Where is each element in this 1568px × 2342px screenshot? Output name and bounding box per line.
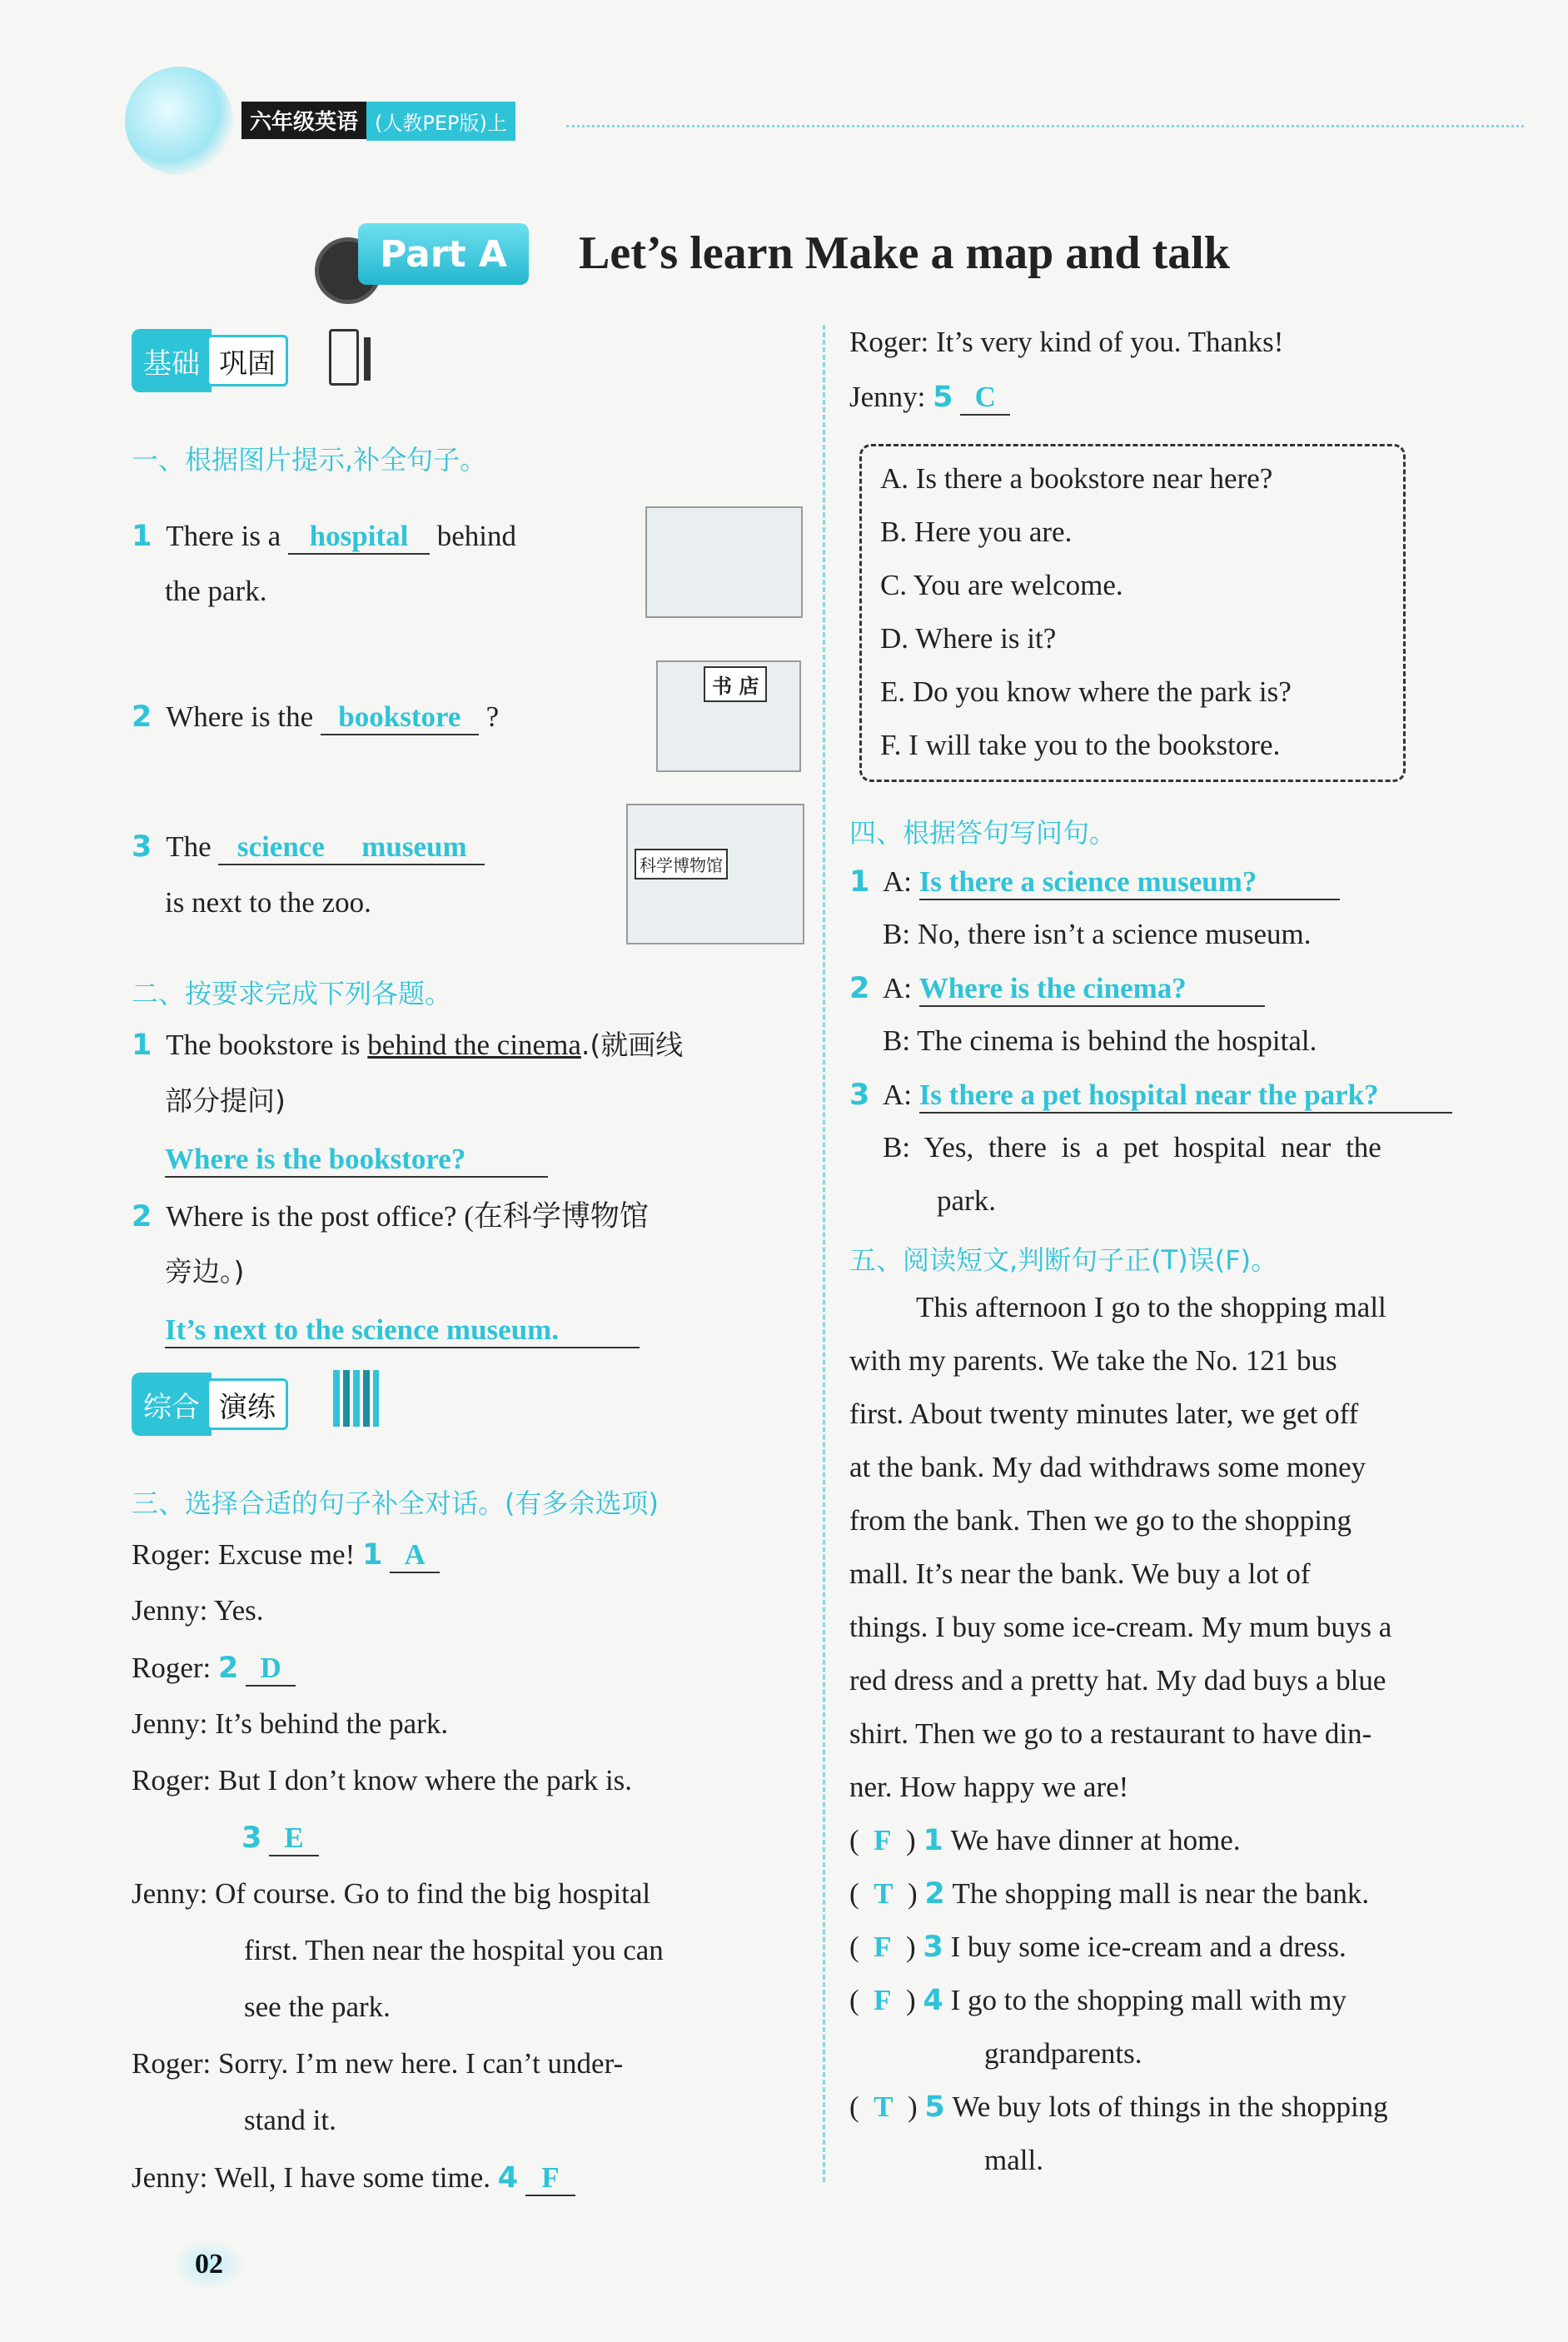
s2-q2-line1: Where is the post office? (在科学博物馆 xyxy=(166,1200,649,1233)
tf-num: 4 xyxy=(923,1984,943,2017)
section4-heading: 四、根据答句写问句。 xyxy=(849,817,1117,849)
s1-q1-post: behind xyxy=(436,520,516,552)
dialog-num: 2 xyxy=(218,1652,239,1685)
s4-a: A: xyxy=(882,1079,912,1111)
s2-q1-num: 1 xyxy=(132,1029,152,1062)
speaker: Roger: xyxy=(132,1652,212,1684)
speaker: Jenny: xyxy=(132,2161,208,2194)
s4-num: 2 xyxy=(849,972,870,1005)
dialog-text: It’s very kind of you. Thanks! xyxy=(936,326,1284,358)
tf-item-2: ( T ) 2 The shopping mall is near the bank. xyxy=(849,1877,1370,1911)
tf-item-4-cont: grandparents. xyxy=(984,2037,1142,2070)
section2-heading: 二、按要求完成下列各题。 xyxy=(132,978,452,1009)
option-e: E. Do you know where the park is? xyxy=(880,675,1292,708)
s1-q2-pre: Where is the xyxy=(166,700,314,733)
s1-q3-pre: The xyxy=(166,830,212,863)
passage-line-5: from the bank. Then we go to the shopping xyxy=(849,1504,1351,1537)
s2-q1 xyxy=(132,1030,683,1060)
s4-a: A: xyxy=(882,972,912,1004)
tf-answer-5[interactable]: T xyxy=(874,2090,894,2123)
books-icon xyxy=(333,1370,379,1427)
s4-num: 3 xyxy=(849,1079,870,1112)
dialog-right-2 xyxy=(849,381,1010,416)
option-f: F. I will take you to the bookstore. xyxy=(880,729,1281,761)
s2-q2-line2: 旁边。) xyxy=(165,1255,245,1288)
dialog-num: 1 xyxy=(362,1538,383,1572)
s1-q3-blank2[interactable] xyxy=(343,831,485,865)
museum-sign: 科学博物馆 xyxy=(635,849,728,879)
page-number: 02 xyxy=(175,2240,243,2289)
book-edition: (人教PEP版)上 xyxy=(366,102,515,141)
speaker: Roger: xyxy=(132,2047,212,2080)
s1-q2-post: ? xyxy=(485,700,500,733)
dialog-answer-3: E xyxy=(284,1821,304,1854)
clipboard-icon xyxy=(329,329,359,386)
tf-num: 3 xyxy=(923,1931,943,1964)
tf-text: We buy lots of things in the shopping xyxy=(952,2090,1388,2123)
s1-q1-answer: hospital xyxy=(309,520,409,552)
dialog-answer-5: C xyxy=(974,381,996,413)
s4-q3-answer[interactable]: Is there a pet hospital near the park? xyxy=(919,1079,1452,1114)
bookstore-sign: 书 店 xyxy=(704,666,767,702)
dialog-blank-3[interactable] xyxy=(269,1822,319,1856)
option-d: D. Where is it? xyxy=(880,622,1057,655)
badge-basic-tag: 基础 xyxy=(132,329,212,392)
section3-heading: 三、选择合适的句子补全对话。(有多余选项) xyxy=(132,1487,659,1519)
passage-line-10: ner. How happy we are! xyxy=(849,1771,1129,1803)
s4-q3-b2: park. xyxy=(937,1184,996,1217)
dialog-line-12 xyxy=(132,2162,575,2196)
tf-text: I go to the shopping mall with my xyxy=(950,1984,1346,2016)
dialog-line-9: see the park. xyxy=(244,1991,391,2023)
tf-num: 2 xyxy=(924,1877,945,1911)
dialog-text: But I don’t know where the park is. xyxy=(218,1764,633,1796)
tf-num: 5 xyxy=(924,2090,945,2124)
tf-item-3: ( F ) 3 I buy some ice-cream and a dress. xyxy=(849,1931,1346,1964)
dialog-line-10 xyxy=(132,2049,623,2078)
s1-q3-answer1: science xyxy=(236,830,325,863)
s1-q1-blank[interactable] xyxy=(288,521,430,555)
badge-comp-tag: 综合 xyxy=(132,1373,212,1436)
s4-q1-b: B: No, there isn’t a science museum. xyxy=(883,918,1312,950)
s4-q2-b: B: The cinema is behind the hospital. xyxy=(883,1024,1317,1057)
dialog-line-11: stand it. xyxy=(244,2104,336,2136)
s4-q1-answer[interactable]: Is there a science museum? xyxy=(919,866,1340,900)
s4-num: 1 xyxy=(849,865,870,899)
passage-line-3: first. About twenty minutes later, we get off xyxy=(849,1398,1359,1430)
passage-line-8: red dress and a pretty hat. My dad buys a blue xyxy=(849,1664,1386,1697)
speaker: Jenny: xyxy=(132,1877,208,1910)
s4-q3-b: B: Yes, there is a pet hospital near the xyxy=(883,1131,1381,1164)
dialog-blank-1[interactable] xyxy=(390,1539,440,1573)
dialog-line-7 xyxy=(132,1879,650,1908)
dialog-right-1 xyxy=(849,327,1283,356)
tf-num: 1 xyxy=(923,1824,943,1857)
badge-comp-label: 演练 xyxy=(207,1378,288,1430)
header-divider xyxy=(566,125,1524,127)
speaker: Roger: xyxy=(849,326,929,358)
tf-item-5-cont: mall. xyxy=(984,2144,1043,2176)
dialog-text: Sorry. I’m new here. I can’t under- xyxy=(218,2047,624,2080)
passage-line-1: This afternoon I go to the shopping mall xyxy=(916,1291,1386,1323)
page-title: Let’s learn Make a map and talk xyxy=(579,227,1230,279)
dialog-answer-2: D xyxy=(260,1652,281,1684)
s1-q1-line2: the park. xyxy=(165,575,267,607)
s2-q2-answer-line[interactable] xyxy=(165,1314,640,1348)
s2-q2 xyxy=(132,1202,649,1232)
s4-q2-answer[interactable]: Where is the cinema? xyxy=(919,973,1265,1007)
s2-q2-answer: It’s next to the science museum. xyxy=(165,1314,640,1348)
dialog-text: Well, I have some time. xyxy=(214,2161,491,2194)
section1-heading: 一、根据图片提示,补全句子。 xyxy=(132,444,487,476)
dialog-line-2 xyxy=(132,1596,264,1625)
s2-q1-post: .(就画线 xyxy=(580,1029,684,1061)
s1-q3-line2: is next to the zoo. xyxy=(165,886,371,919)
s1-q1-num: 1 xyxy=(132,520,152,553)
s2-q1-line2: 部分提问) xyxy=(165,1084,286,1117)
dialog-num: 4 xyxy=(497,2161,519,2195)
s1-q2-num: 2 xyxy=(132,700,152,734)
speaker: Jenny: xyxy=(849,381,926,413)
s2-q1-answer: Where is the bookstore? xyxy=(165,1144,548,1178)
passage-line-2: with my parents. We take the No. 121 bus xyxy=(849,1344,1337,1377)
hospital-image xyxy=(645,506,803,618)
tf-item-5: ( T ) 5 We buy lots of things in the shopping xyxy=(849,2090,1388,2124)
dialog-text: Yes. xyxy=(213,1594,264,1627)
bookstore-image xyxy=(656,660,801,772)
dialog-text: It’s behind the park. xyxy=(215,1707,449,1740)
passage-line-9: shirt. Then we go to a restaurant to have din- xyxy=(849,1717,1372,1750)
speaker: Roger: xyxy=(132,1538,212,1571)
part-label: Part A xyxy=(358,223,529,285)
s1-q2 xyxy=(132,701,499,735)
passage-line-4: at the bank. My dad withdraws some money xyxy=(849,1451,1366,1483)
badge-basic xyxy=(132,329,288,392)
s1-q2-blank[interactable] xyxy=(321,701,479,735)
s1-q3-num: 3 xyxy=(132,830,152,864)
s4-q3 xyxy=(849,1079,1452,1114)
dialog-num: 5 xyxy=(933,381,953,414)
option-b: B. Here you are. xyxy=(880,516,1073,548)
tf-answer-2[interactable]: T xyxy=(874,1877,894,1910)
dialog-text: Excuse me! xyxy=(218,1538,356,1571)
dialog-line-4 xyxy=(132,1709,448,1738)
tf-answer-3[interactable]: F xyxy=(874,1931,892,1963)
s1-q3-blank1[interactable] xyxy=(218,831,343,865)
museum-image xyxy=(626,804,804,944)
header-logo xyxy=(125,67,233,175)
section5-heading: 五、阅读短文,判断句子正(T)误(F)。 xyxy=(849,1244,1278,1276)
column-divider xyxy=(823,325,825,2182)
dialog-answer-4: F xyxy=(541,2161,560,2194)
dialog-line-6 xyxy=(241,1822,319,1856)
badge-comprehensive xyxy=(132,1373,288,1436)
speaker: Jenny: xyxy=(132,1707,208,1740)
s4-q1 xyxy=(849,866,1340,900)
passage-line-7: things. I buy some ice-cream. My mum buys a xyxy=(849,1611,1392,1643)
passage-line-6: mall. It’s near the bank. We buy a lot of xyxy=(849,1557,1311,1590)
tf-text: I buy some ice-cream and a dress. xyxy=(950,1931,1346,1963)
tf-answer-4[interactable]: F xyxy=(874,1984,892,2016)
dialog-line-8: first. Then near the hospital you can xyxy=(244,1934,664,1966)
speaker: Jenny: xyxy=(132,1594,208,1627)
s1-q1 xyxy=(132,521,516,555)
dialog-answer-1: A xyxy=(404,1538,426,1571)
tf-text: We have dinner at home. xyxy=(950,1824,1241,1856)
dialog-num: 3 xyxy=(241,1821,262,1855)
s1-q1-pre: There is a xyxy=(166,520,281,552)
s4-q2 xyxy=(849,973,1265,1007)
s1-q2-answer: bookstore xyxy=(338,700,461,733)
tf-text: The shopping mall is near the bank. xyxy=(952,1877,1370,1910)
speaker: Roger: xyxy=(132,1764,212,1796)
book-title: 六年级英语 xyxy=(241,102,366,139)
tf-answer-1[interactable]: F xyxy=(874,1824,892,1856)
s4-a: A: xyxy=(882,865,912,898)
dialog-line-3 xyxy=(132,1652,296,1687)
s2-q1-underlined: behind the cinema xyxy=(367,1029,581,1061)
dialog-line-1 xyxy=(132,1539,440,1573)
badge-basic-label: 巩固 xyxy=(207,335,288,386)
s2-q1-pre: The bookstore is xyxy=(166,1029,361,1061)
dialog-text: Of course. Go to find the big hospital xyxy=(215,1877,651,1910)
s1-q3-answer2: museum xyxy=(361,830,467,863)
pencil-icon xyxy=(364,337,371,381)
tf-item-1: ( F ) 1 We have dinner at home. xyxy=(849,1824,1241,1857)
tf-item-4: ( F ) 4 I go to the shopping mall with my xyxy=(849,1984,1346,2017)
dialog-blank-4[interactable] xyxy=(525,2162,575,2196)
dialog-blank-5[interactable] xyxy=(960,381,1010,416)
s2-q1-answer-line[interactable] xyxy=(165,1144,548,1178)
option-a: A. Is there a bookstore near here? xyxy=(880,462,1273,495)
s1-q3 xyxy=(132,831,485,865)
s2-q2-num: 2 xyxy=(132,1200,152,1233)
dialog-line-5 xyxy=(132,1766,632,1795)
option-c: C. You are welcome. xyxy=(880,569,1123,601)
dialog-blank-2[interactable] xyxy=(246,1652,296,1687)
